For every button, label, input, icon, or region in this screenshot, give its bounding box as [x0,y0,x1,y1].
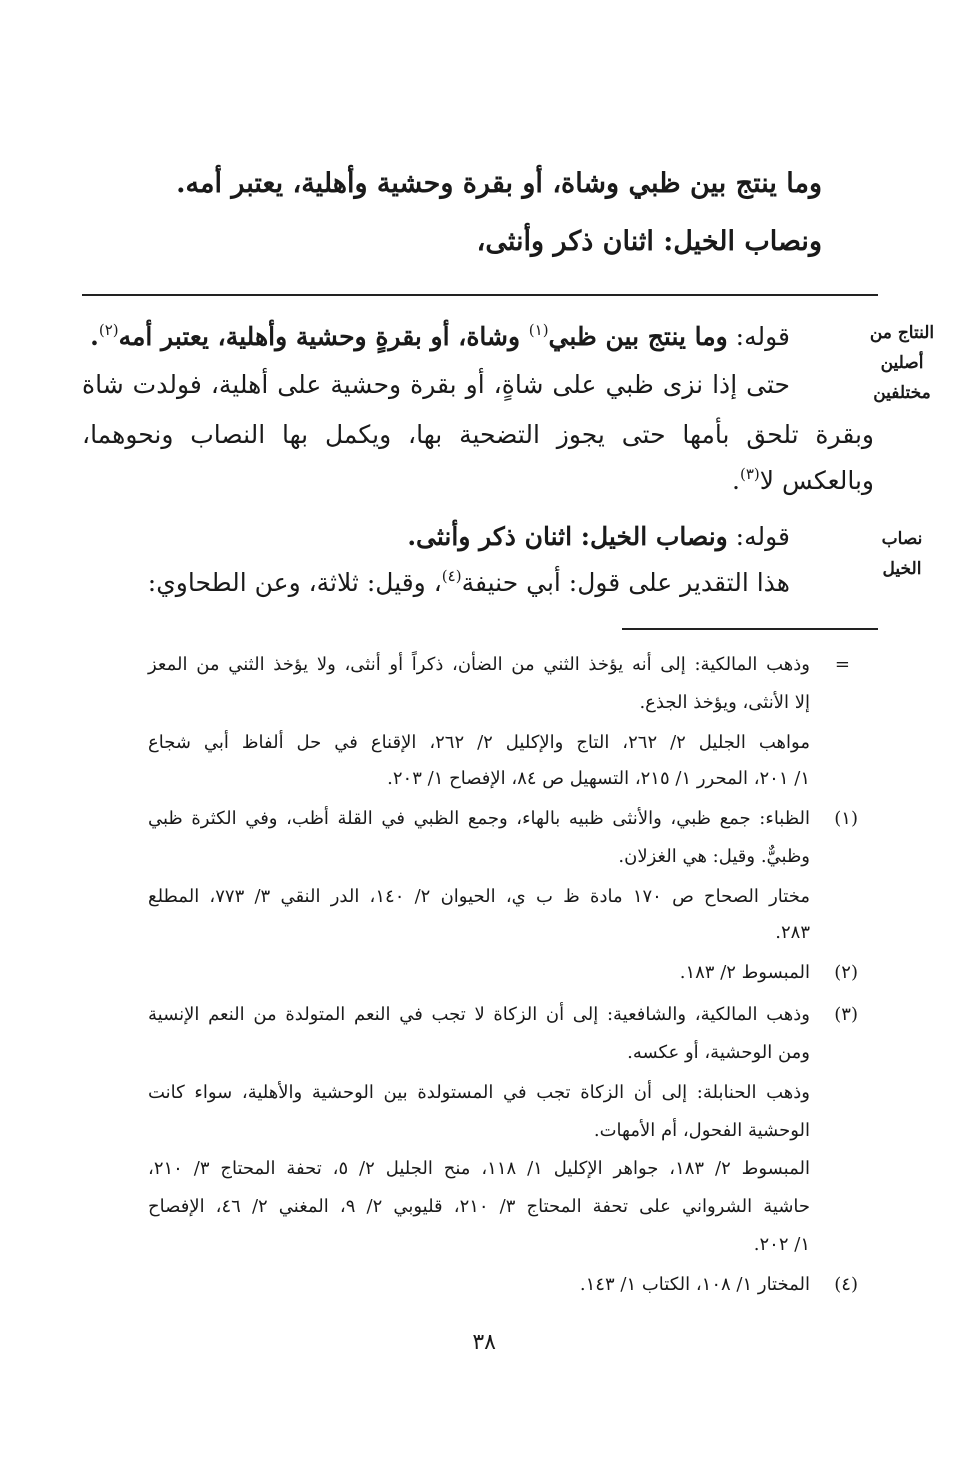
quote-part-a: وما ينتج بين ظبي [548,322,728,351]
footnote-ref-1[interactable]: (١) [528,321,549,339]
footnote-cont-line-1: وذهب المالكية: إلى أنه يؤخذ الثني من الضأن، ذكراً أو أنثى، ولا يؤخذ الثني من المعز [148,654,810,675]
footnote-3-line-6: حاشية الشرواني على تحفة المحتاج ٣/ ٢١٠، قليوبي ٢/ ٩، المغني ٢/ ٤٦، الإفصاح [148,1196,811,1217]
commentary-paragraph-2-line-1: حتى إذا نزى ظبي على شاةٍ، أو بقرة وحشية على أهلية، فولدت شاة [82,370,790,399]
quote-horse-nisab: ونصاب الخيل: اثنان ذكر وأنثى. [407,522,728,551]
margin-note-horse-nisab [860,524,944,584]
footnote-1-line-2: وظبيٌّ. وقيل: هي الغزلان. [618,846,810,867]
margin-note-1-line-2: أصلين [880,353,924,373]
qawl-label: قوله: [727,322,790,351]
footnote-ref-2[interactable]: (٢) [98,321,119,339]
footnote-3-line-1: وذهب المالكية، والشافعية: إلى أن الزكاة لا تجب في النعم المتولدة من النعم الإنسية [148,1004,810,1025]
quote-part-b: وشاة، أو بقرةٍ وحشية وأهلية، يعتبر أمه [118,322,529,351]
footnote-1-line-3: مختار الصحاح ص ١٧٠ مادة ظ ب ي، الحيوان ٢/ ١٤٠، الدر النقي ٣/ ٧٧٣، المطلع [148,886,810,907]
footnote-separator-rule [622,628,878,630]
margin-note-1-line-1: النتاج من [869,323,935,343]
margin-note-hybrid-offspring [860,318,944,408]
footnote-1-number: (١) [834,808,858,829]
footnote-4-number: (٤) [834,1274,858,1295]
footnote-3-number: (٣) [834,1004,858,1025]
commentary-paragraph-2-line-2: وبقرة تلحق بأمها حتى يجوز التضحية بها، ويكمل بها النصاب ونحوهما، [82,420,874,449]
footnote-4-line-1: المختار ١/ ١٠٨، الكتاب ١/ ١٤٣. [579,1274,810,1295]
matn-line-1: وما ينتج بين ظبي وشاة، أو بقرة وحشية وأهلية، يعتبر أمه. [176,168,822,199]
margin-note-2-line-1: نصاب [881,529,923,549]
paragraph-2-tail: وبالعكس لا [759,466,874,495]
commentary-paragraph-1 [90,322,790,351]
paragraph-4-part-a: هذا التقدير على قول: أبي حنيفة [461,568,790,597]
footnote-continuation-marker: = [834,654,850,675]
footnote-ref-4[interactable]: (٤) [441,567,462,585]
footnote-2-number: (٢) [834,962,858,983]
footnote-1-line-1: الظباء: جمع ظبي، والأنثى ظبيه بالهاء، وجمع الظبي في القلة أظب، وفي الكثرة ظبي [148,808,810,829]
paragraph-2-end: . [732,466,740,495]
paragraph-4-part-b: ، وقيل: ثلاثة، وعن الطحاوي: [147,568,442,597]
margin-note-2-line-2: الخيل [882,559,922,579]
qawl-label-2: قوله: [727,522,790,551]
commentary-paragraph-4 [148,568,790,597]
footnote-2-line-1: المبسوط ٢/ ١٨٣. [679,962,810,983]
footnote-3-line-2: ومن الوحشية، أو عكسه. [627,1042,810,1063]
footnote-1-line-4: ٢٨٣. [775,922,810,943]
footnote-3-line-3: وذهب الحنابلة: إلى أن الزكاة تجب في المستولدة بين الوحشية والأهلية، سواء كانت [148,1082,810,1103]
footnote-3-line-5: المبسوط ٢/ ١٨٣، جواهر الإكليل ١/ ١١٨، منح الجليل ٢/ ٥، تحفة المحتاج ٣/ ٢١٠، [148,1158,811,1179]
footnote-cont-line-4: ١/ ٢٠١، المحرر ١/ ٢١٥، التسهيل ص ٨٤، الإفصاح ١/ ٢٠٣. [387,768,810,789]
matn-line-2: ونصاب الخيل: اثنان ذكر وأنثى، [476,226,822,257]
quote-end: . [90,322,99,351]
footnote-3-line-4: الوحشية الفحول، أم الأمهات. [593,1120,810,1141]
footnote-cont-line-3: مواهب الجليل ٢/ ٢٦٢، التاج والإكليل ٢/ ٢٦٢، الإقناع في حل ألفاظ أبي شجاع [148,732,810,753]
footnote-ref-3[interactable]: (٣) [740,465,760,483]
commentary-paragraph-2-line-3 [732,466,874,495]
footnote-3-line-7: ١/ ٢٠٢. [753,1234,810,1255]
commentary-paragraph-3 [407,522,790,551]
footnote-cont-line-2: إلا الأنثى، ويؤخذ الجذع. [639,692,810,713]
margin-note-1-line-3: مختلفين [873,383,931,403]
matn-separator-rule [82,294,878,296]
page-number: ٣٨ [472,1330,496,1355]
